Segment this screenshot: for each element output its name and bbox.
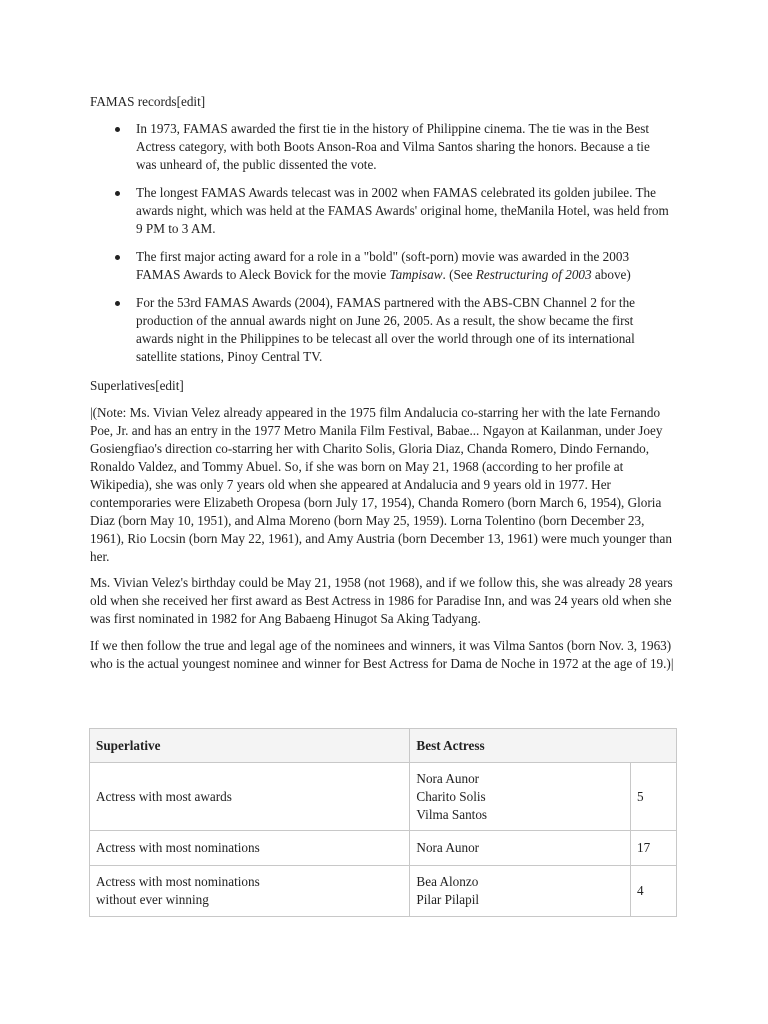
youngest-paragraph: If we then follow the true and legal age of the nominees and winners, it was Vilma Santos (born Nov. 3, 1963) who is the actual youngest nominee and winner for Best Actress for Dama de Noche in 1972 at the age of 19.)|	[90, 638, 674, 671]
header-best-actress: Best Actress	[410, 729, 677, 763]
superlative-line: without ever winning	[96, 892, 209, 907]
actress-name: Charito Solis	[416, 788, 486, 804]
item-text: The first major acting award for a role in a "bold" (soft-porn) movie was awarded in the 2003 FAMAS Awards to Aleck Bovick for the movie	[136, 249, 630, 282]
actress-name: Pilar Pilapil	[416, 892, 480, 907]
superlative-line: Actress with most nominations	[96, 874, 260, 889]
birthday-paragraph: Ms. Vivian Velez's birthday could be May 21, 1958 (not 1968), and if we follow this, she was already 28 years old when she received her first award as Best Actress in 1986 for Paradise Inn, and was 24 years old when she was first nominated in 1982 for Ang Babaeng Hinugot Sa Aking Tadyang.	[90, 575, 673, 626]
superlatives-heading: Superlatives[edit]	[90, 378, 184, 393]
actress-cell	[410, 763, 631, 831]
table-row	[90, 866, 677, 917]
table-row	[90, 763, 677, 831]
actress-cell	[410, 866, 631, 917]
famas-records-heading: FAMAS records[edit]	[90, 94, 206, 109]
actress-name: Vilma Santos	[416, 806, 488, 822]
superlative-cell: Actress with most awards	[90, 763, 410, 831]
note-paragraph: |(Note: Ms. Vivian Velez already appeared in the 1975 film Andalucia co-starring her with the late Fernando Poe, Jr. and has an entry in the 1977 Metro Manila Film Festival, Babae... Ngayon at Kailanman, under Joey Gosiengfiao's direction co-starring her with Charito Solis, Gloria Diaz, Chanda Romero, Dindo Fernando, Ronaldo Valdez, and Tommy Abuel. So, if she was born on May 21, 1968 (according to her profile at Wikipedia), she was only 7 years old when she appeared at Andalucia and 9 years old in 1977. Her contemporaries were Elizabeth Oropesa (born July 17, 1954), Chanda Romero (born March 6, 1954), Gloria Diaz (born May 10, 1951), and Alma Moreno (born May 25, 1959). Lorna Tolentino (born December 23, 1961), Rio Locsin (born May 22, 1961), and Amy Austria (born December 13, 1961) were much younger than her.	[90, 405, 672, 564]
actress-name: Bea Alonzo	[416, 874, 479, 889]
count-cell: 5	[631, 763, 677, 831]
list-item: For the 53rd FAMAS Awards (2004), FAMAS partnered with the ABS-CBN Channel 2 for the production of the annual awards night on June 26, 2005. As a result, the show became the first awards night in the Philippines to be telecast all over the world through one of its international satellite stations, Pinoy Central TV.	[90, 294, 670, 366]
list-item: In 1973, FAMAS awarded the first tie in the history of Philippine cinema. The tie was in the Best Actress category, with both Boots Anson-Roa and Vilma Santos sharing the honors. Because a tie was unheard of, the public dissented the vote.	[90, 120, 670, 174]
list-item: The longest FAMAS Awards telecast was in 2002 when FAMAS celebrated its golden jubilee. The awards night, which was held at the FAMAS Awards' original home, theManila Hotel, was held from 9 PM to 3 AM.	[90, 184, 670, 238]
actress-cell	[410, 831, 631, 866]
count-cell: 17	[631, 831, 677, 866]
movie-title: Tampisaw	[389, 267, 443, 282]
superlatives-table	[89, 728, 677, 917]
list-item	[90, 248, 670, 284]
famas-records-list	[90, 120, 670, 376]
item-text: . (See	[442, 267, 476, 282]
count-cell: 4	[631, 866, 677, 917]
actress-name: Nora Aunor	[416, 770, 480, 786]
superlative-cell	[90, 866, 410, 917]
table-header-row	[90, 729, 677, 763]
header-superlative: Superlative	[90, 729, 410, 763]
table-row	[90, 831, 677, 866]
section-reference: Restructuring of 2003	[475, 267, 592, 282]
item-text: above)	[591, 267, 631, 282]
actress-name: Nora Aunor	[416, 840, 480, 855]
superlative-cell: Actress with most nominations	[90, 831, 410, 866]
